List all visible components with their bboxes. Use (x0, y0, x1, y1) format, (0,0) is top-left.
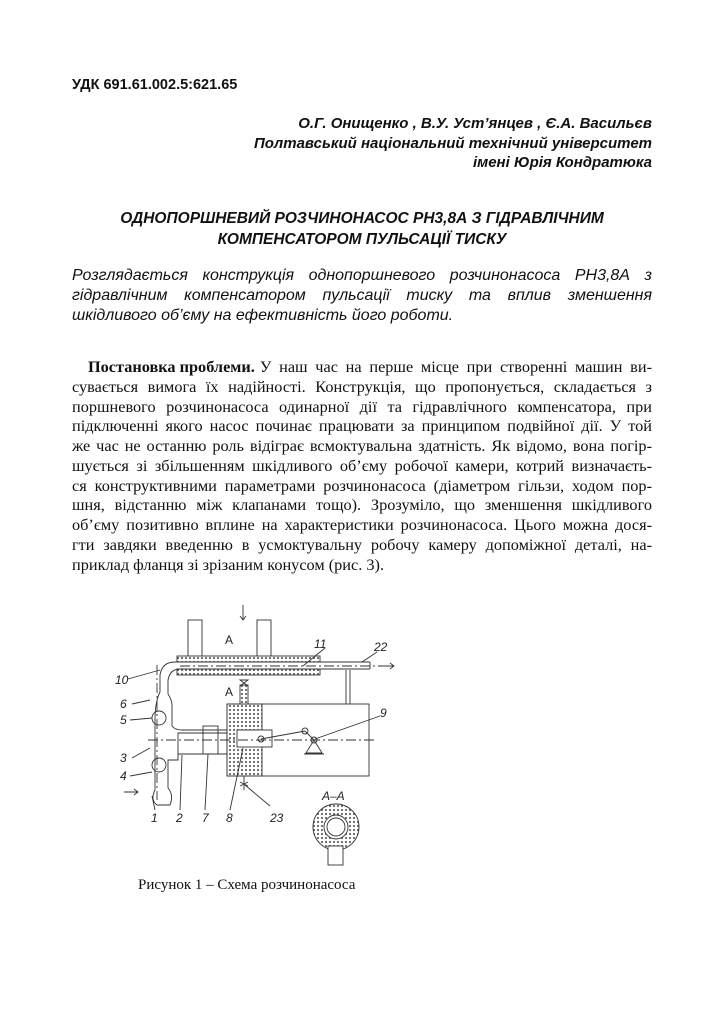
label-a-top: A (225, 633, 234, 647)
body-paragraph (72, 357, 652, 574)
body-line: гти завдяки введенню в усмоктувальну робочу камеру допоміжної деталі, на- (72, 534, 652, 554)
author-names: О.Г. Онищенко , В.У. Уст’янцев , Є.А. Васильєв (298, 115, 652, 132)
label-1: 1 (151, 811, 158, 825)
udk-code: УДК 691.61.002.5:621.65 (72, 77, 238, 93)
abstract-line: шкідливого об’єму на ефективність його роботи. (72, 307, 454, 324)
body-line: підключенні якого насос починає працювати за принципом подвійної дії. У той (72, 416, 652, 436)
article-title (72, 208, 652, 250)
label-8: 8 (226, 811, 233, 825)
label-22: 22 (374, 640, 388, 654)
authors-block (254, 114, 652, 173)
body-line-text: У наш час на перше місце при створенні машин ви- (259, 357, 652, 376)
label-5: 5 (120, 713, 127, 727)
label-3: 3 (120, 751, 127, 765)
body-line: об’єму позитивно вплине на характеристики розчинонасоса. Цього можна дося- (72, 515, 652, 534)
body-line: же час не останню роль відіграє всмоктувальна здатність. Як відомо, вона погір- (72, 436, 652, 455)
abstract-line: гідравлічним компенсатором пульсації тиску та вплив зменшення (72, 287, 652, 304)
body-line: сувається вимога їх надійності. Конструкція, що пропонується, складається з (72, 376, 652, 396)
label-7: 7 (202, 811, 209, 825)
affiliation: Полтавський національний технічний університет (253, 134, 652, 152)
label-6: 6 (120, 697, 127, 711)
section-lead: Постановка проблеми. (88, 357, 255, 376)
affiliation-line-2: імені Юрія Кондратюка (472, 154, 652, 171)
label-4: 4 (120, 769, 127, 783)
label-10: 10 (115, 673, 129, 687)
label-a-bottom: A (225, 685, 234, 699)
abstract-line: Розглядається конструкція однопоршневого розчинонасоса РН3,8А з (72, 267, 652, 284)
body-line: поршневого розчинонасоса одинарної дії та гідравлічного компенсатора, при (72, 396, 652, 416)
title-line: ОДНОПОРШНЕВИЙ РОЗЧИНОНАСОС РН3,8А З ГІДРАВЛІЧНИМ (120, 210, 604, 227)
body-line (72, 357, 652, 377)
schematic-drawing (124, 605, 394, 865)
label-11: 11 (314, 637, 327, 651)
body-line: приклад фланця зі зрізаним конусом (рис. 3). (72, 554, 385, 574)
label-23: 23 (270, 811, 284, 825)
abstract (72, 266, 652, 326)
body-line: шується зі збільшенням шкідливого об’єму робочої камери, котрий визначаєть- (72, 455, 652, 475)
section-label: А–А (322, 789, 345, 803)
body-line: ся конструктивними параметрами розчинонасоса (діаметром гільзи, ходом пор- (72, 475, 652, 495)
title-line: КОМПЕНСАТОРОМ ПУЛЬСАЦІЇ ТИСКУ (217, 231, 507, 248)
figure-caption: Рисунок 1 – Схема розчинонасоса (138, 877, 356, 893)
pump-schematic-figure (100, 600, 420, 880)
label-9: 9 (380, 706, 387, 720)
label-2: 2 (176, 811, 183, 825)
body-line: шня, відстанню між клапанами тощо). Зрозуміло, що зменшення шкідливого (72, 495, 652, 515)
